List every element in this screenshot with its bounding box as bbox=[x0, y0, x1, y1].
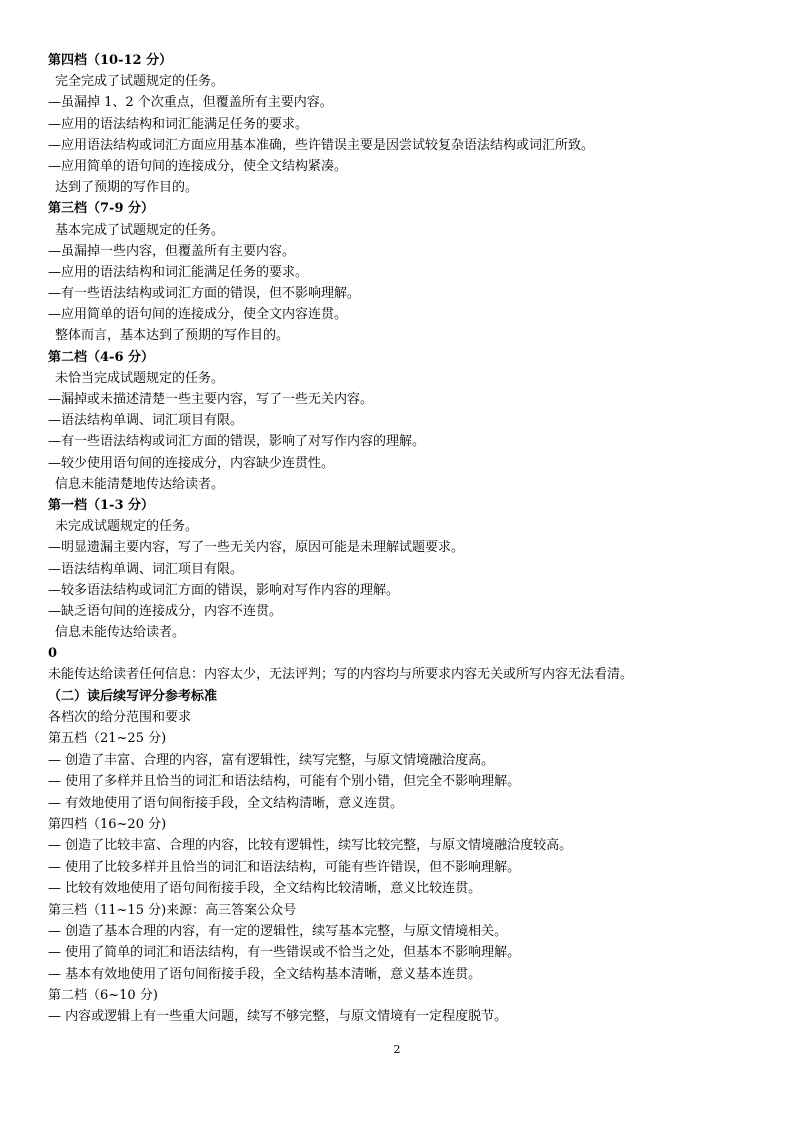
text-line: 各档次的给分范围和要求 bbox=[48, 710, 192, 726]
section-heading: 第二档（4-6 分） bbox=[48, 349, 155, 365]
writing-rubric-section bbox=[48, 50, 768, 686]
text-line: —有一些语法结构或词汇方面的错误，但不影响理解。 bbox=[48, 286, 361, 302]
text-line: —语法结构单调、词汇项目有限。 bbox=[48, 561, 244, 577]
text-line: — 创造了比较丰富、合理的内容，比较有逻辑性，续写比较完整，与原文情境融洽度较高。 bbox=[48, 838, 573, 854]
text-line: —虽漏掉一些内容，但覆盖所有主要内容。 bbox=[48, 243, 296, 259]
document-page bbox=[48, 50, 768, 1028]
text-line: —虽漏掉 1、2 个次重点，但覆盖所有主要内容。 bbox=[48, 95, 333, 111]
text-line: 信息未能清楚地传达给读者。 bbox=[55, 476, 225, 492]
text-line: 基本完成了试题规定的任务。 bbox=[55, 222, 225, 238]
text-line: 整体而言，基本达到了预期的写作目的。 bbox=[55, 328, 290, 344]
text-line: —较少使用语句间的连接成分，内容缺少连贯性。 bbox=[48, 455, 335, 471]
text-line: 未恰当完成试题规定的任务。 bbox=[55, 370, 225, 386]
text-line: —较多语法结构或词汇方面的错误，影响对写作内容的理解。 bbox=[48, 582, 400, 598]
text-line: —明显遗漏主要内容，写了一些无关内容，原因可能是未理解试题要求。 bbox=[48, 540, 465, 556]
text-line: — 创造了丰富、合理的内容，富有逻辑性，续写完整，与原文情境融洽度高。 bbox=[48, 752, 495, 768]
page-number: 2 bbox=[393, 1043, 401, 1056]
text-line: — 使用了多样并且恰当的词汇和语法结构，可能有个别小错，但完全不影响理解。 bbox=[48, 774, 521, 790]
text-line: 未完成试题规定的任务。 bbox=[55, 519, 199, 535]
text-line: —应用的语法结构和词汇能满足任务的要求。 bbox=[48, 264, 309, 280]
section-heading: （二）读后续写评分参考标准 bbox=[48, 688, 218, 704]
text-line: — 创造了基本合理的内容，有一定的逻辑性，续写基本完整，与原文情境相关。 bbox=[48, 923, 508, 939]
text-line: —应用简单的语句间的连接成分，使全文内容连贯。 bbox=[48, 307, 348, 323]
text-line: 未能传达给读者任何信息：内容太少，无法评判；写的内容均与所要求内容无关或所写内容无法看清。 bbox=[48, 667, 634, 683]
text-line: — 内容或逻辑上有一些重大问题，续写不够完整，与原文情境有一定程度脱节。 bbox=[48, 1009, 508, 1025]
text-line: —漏掉或未描述清楚一些主要内容，写了一些无关内容。 bbox=[48, 392, 374, 407]
text-line: 完全完成了试题规定的任务。 bbox=[55, 74, 225, 90]
section-heading: 第四档（10-12 分） bbox=[48, 53, 173, 68]
text-line: — 比较有效地使用了语句间衔接手段，全文结构比较清晰，意义比较连贯。 bbox=[48, 881, 482, 897]
text-line: —应用简单的语句间的连接成分，使全文结构紧凑。 bbox=[48, 158, 348, 174]
text-line: 第五档（21~25 分) bbox=[48, 731, 167, 747]
section-heading: 第一档（1-3 分） bbox=[48, 497, 155, 513]
text-line: —缺乏语句间的连接成分，内容不连贯。 bbox=[48, 603, 283, 619]
text-line: 第三档（11~15 分)来源：高三答案公众号 bbox=[48, 902, 297, 918]
text-line: 信息未能传达给读者。 bbox=[55, 625, 186, 641]
text-line: —语法结构单调、词汇项目有限。 bbox=[48, 413, 244, 429]
text-line: 第四档（16~20 分) bbox=[48, 816, 167, 832]
text-line: — 使用了比较多样并且恰当的词汇和语法结构，可能有些许错误，但不影响理解。 bbox=[48, 859, 521, 875]
text-line: — 有效地使用了语句间衔接手段，全文结构清晰，意义连贯。 bbox=[48, 795, 404, 811]
text-line: — 基本有效地使用了语句间衔接手段，全文结构基本清晰，意义基本连贯。 bbox=[48, 966, 482, 982]
text-line: —有一些语法结构或词汇方面的错误，影响了对写作内容的理解。 bbox=[48, 434, 426, 450]
text-line: 达到了预期的写作目的。 bbox=[55, 180, 199, 196]
section-heading: 第三档（7-9 分） bbox=[48, 201, 155, 217]
text-line: —应用的语法结构和词汇能满足任务的要求。 bbox=[48, 116, 309, 132]
text-line: — 使用了简单的词汇和语法结构，有一些错误或不恰当之处，但基本不影响理解。 bbox=[48, 945, 521, 961]
text-line: —应用语法结构或词汇方面应用基本准确，些许错误主要是因尝试较复杂语法结构或词汇所致。 bbox=[48, 137, 595, 153]
continuation-rubric-section bbox=[48, 686, 768, 1028]
section-heading: 0 bbox=[48, 646, 58, 662]
text-line: 第二档（6~10 分) bbox=[48, 988, 158, 1004]
